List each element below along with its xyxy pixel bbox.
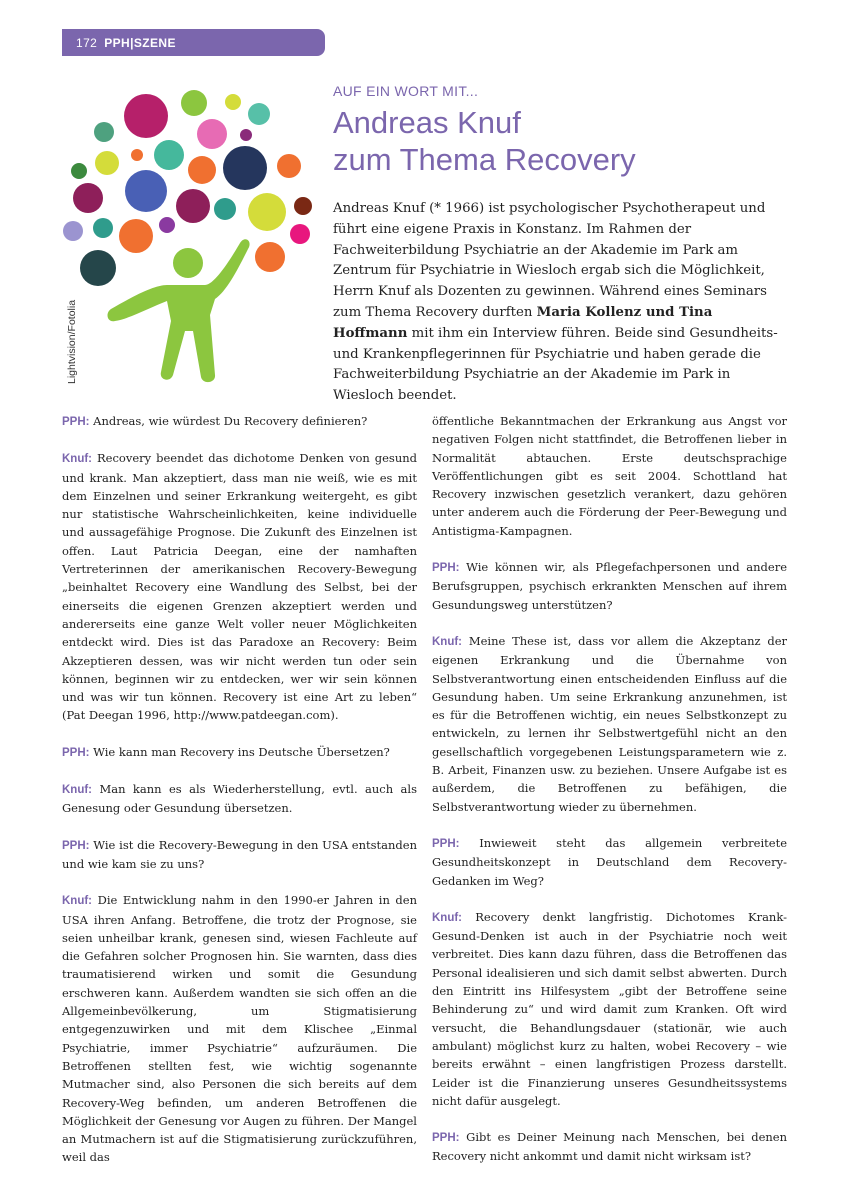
bubble bbox=[277, 154, 301, 178]
speaker-label: Knuf: bbox=[432, 635, 463, 648]
bubble bbox=[223, 146, 267, 190]
intro-authors: Maria Kollenz und Tina Hoffmann bbox=[333, 304, 713, 341]
bubble bbox=[294, 197, 312, 215]
section-label: PPH|SZENE bbox=[104, 35, 176, 50]
bubble bbox=[80, 250, 116, 286]
question-paragraph bbox=[62, 836, 417, 874]
bubble bbox=[214, 198, 236, 220]
speaker-label: PPH: bbox=[432, 562, 460, 575]
bubble bbox=[255, 242, 285, 272]
paragraph-text: Meine These ist, dass vor allem die Akzeptanz der eigenen Erkrankung und die Übernahme von Selbstverantwortung einen entscheidenden Einfluss auf die Gesundung haben. Um seine Erkrankung anzunehmen, ist es für die Betroffenen wichtig, ein neues Selbstkonzept zu entwickeln, zu lernen ihr Selbstwertgefühl nicht an den gesellschaftlich vorgegebenen Leistungsparametern wie z. B. Arbeit, Finanzen usw. zu beziehen. Unsere Aufgabe ist es außerdem, die Betroffenen zu befähigen, die Selbstverantwortung wieder zu übernehmen. bbox=[432, 633, 787, 814]
speaker-label: PPH: bbox=[432, 1132, 460, 1145]
speaker-label: PPH: bbox=[62, 746, 90, 759]
speaker-label: PPH: bbox=[62, 416, 90, 428]
question-paragraph bbox=[432, 1128, 787, 1166]
answer-paragraph bbox=[62, 891, 417, 1166]
speaker-label: Knuf: bbox=[62, 453, 93, 466]
bubble bbox=[95, 151, 119, 175]
speaker-label: Knuf: bbox=[62, 895, 93, 908]
bubble bbox=[290, 224, 310, 244]
header-bar bbox=[62, 29, 325, 56]
intro-text-b: mit ihm ein Interview führen. Beide sind Gesundheits- und Krankenpflegerinnen für Psychiatrie und haben gerade die Fachweiterbildung Psychiatrie an der Akademie im Park in Wiesloch beendet. bbox=[333, 325, 778, 404]
bubble bbox=[154, 140, 184, 170]
article-title bbox=[333, 104, 636, 178]
answer-paragraph bbox=[62, 449, 417, 724]
answer-paragraph bbox=[62, 780, 417, 818]
paragraph-text: Gibt es Deiner Meinung nach Menschen, bei denen Recovery nicht ankommt und damit nicht wirksam ist? bbox=[432, 1130, 787, 1164]
person-figure bbox=[108, 239, 250, 382]
bubble bbox=[71, 163, 87, 179]
speaker-label: PPH: bbox=[432, 837, 460, 850]
paragraph-text: Wie kann man Recovery ins Deutsche Übersetzen? bbox=[93, 744, 390, 759]
bubble bbox=[159, 217, 175, 233]
bubble bbox=[125, 170, 167, 212]
bubble bbox=[176, 189, 210, 223]
speaker-label: Knuf: bbox=[62, 784, 93, 797]
continued-paragraph bbox=[432, 412, 787, 540]
left-column bbox=[62, 412, 417, 1185]
paragraph-text: Andreas, wie würdest Du Recovery definieren? bbox=[93, 414, 368, 428]
title-line-2: zum Thema Recovery bbox=[333, 142, 636, 177]
bubble bbox=[119, 219, 153, 253]
question-paragraph bbox=[62, 412, 417, 431]
paragraph-text: Wie können wir, als Pflegefachpersonen und andere Berufsgruppen, psychisch erkrankten Menschen auf ihrem Gesundungsweg unterstützen? bbox=[432, 560, 788, 612]
right-column bbox=[432, 412, 787, 1184]
title-line-1: Andreas Knuf bbox=[333, 105, 521, 140]
bubble bbox=[73, 183, 103, 213]
intro-text-a: Andreas Knuf (* 1966) ist psychologischer Psychotherapeut und führt eine eigene Praxis in Konstanz. Im Rahmen der Fachweiterbildung Psychiatrie an der Akademie im Park am Zentrum für Psychiatrie in Wiesloch ergab sich die Möglichkeit, Herrn Knuf als Dozenten zu gewinnen. Während eines Seminars zum Thema Recovery durften bbox=[333, 201, 767, 320]
bubble bbox=[63, 221, 83, 241]
bubble bbox=[197, 119, 227, 149]
speaker-label: PPH: bbox=[62, 839, 90, 852]
article-kicker: AUF EIN WORT MIT... bbox=[333, 83, 479, 99]
paragraph-text: Recovery denkt langfristig. Dichotomes Krank-Gesund-Denken ist auch in der Psychiatrie noch weit verbreitet. Dies kann dazu führen, dass die Betroffenen das Personal idealisieren und sich damit selbst abwerten. Durch den Eintritt ins Hilfesystem „gibt der Betroffene seine Behinderung zu“ und wird damit zum Kranken. Oft wird versucht, die Behandlungsdauer (stationär, wie auch ambulant) möglichst kurz zu halten, wobei Recovery – wie bereits erwähnt – einen langfristigen Prozess darstellt. Leider ist die Finanzierung unseres Gesundheitssystems nicht dafür ausgelegt. bbox=[432, 909, 787, 1108]
paragraph-text: Inwieweit steht das allgemein verbreitete Gesundheitskonzept in Deutschland dem Recovery-Gedanken im Weg? bbox=[432, 835, 787, 888]
paragraph-text: öffentliche Bekanntmachen der Erkrankung aus Angst vor negativen Folgen nicht stattfindet, die Betroffenen lieber in Normalität abtauchen. Erste deutschsprachige Veröffentlichungen gibt es seit 2004. Schottland hat Recovery inzwischen gesetzlich verankert, dazu gehören unter anderem auch die Förderung der Peer-Bewegung und Antistigma-Kampagnen. bbox=[432, 414, 787, 538]
bubble bbox=[94, 122, 114, 142]
question-paragraph bbox=[432, 834, 787, 890]
bubble bbox=[131, 149, 143, 161]
answer-paragraph bbox=[432, 908, 787, 1110]
intro-paragraph bbox=[333, 199, 788, 407]
question-paragraph bbox=[62, 743, 417, 762]
bubble bbox=[240, 129, 252, 141]
bubble bbox=[188, 156, 216, 184]
paragraph-text: Recovery beendet das dichotome Denken von gesund und krank. Man akzeptiert, dass man nie weiß, wie es mit dem Einzelnen und seiner Erkrankung weitergeht, es gibt nur statistische Wahrscheinlichkeiten, keine individuelle und aussagefähige Prognose. Die Zukunft des Einzelnen ist offen. Laut Patricia Deegan, eine der namhaften Vertreterinnen der amerikanischen Recovery-Bewegung „beinhaltet Recovery eine Wandlung des Selbst, bei der einerseits die eigenen Grenzen akzeptiert werden und andererseits eine ganze Welt voller neuer Möglichkeiten entdeckt wird. Dies ist das Paradoxe an Recovery: Beim Akzeptieren dessen, was wir nicht werden tun oder sein können, beginnen wir zu entdecken, wer wir sein können und was wir tun können. Recovery ist eine Art zu leben“ (Pat Deegan 1996, http://www.patdeegan.com). bbox=[62, 451, 417, 723]
bubble bbox=[248, 193, 286, 231]
paragraph-text: Man kann es als Wiederherstellung, evtl. auch als Genesung oder Gesundung übersetzen. bbox=[62, 782, 417, 816]
speaker-label: Knuf: bbox=[432, 911, 463, 924]
image-credit: Lightvision/Fotolia bbox=[66, 299, 78, 384]
answer-paragraph bbox=[432, 632, 787, 816]
bubble bbox=[124, 94, 168, 138]
bubble bbox=[93, 218, 113, 238]
question-paragraph bbox=[432, 558, 787, 614]
bubble bbox=[181, 90, 207, 116]
bubble bbox=[248, 103, 270, 125]
paragraph-text: Die Entwicklung nahm in den 1990-er Jahren in den USA ihren Anfang. Betroffene, die trotz der Prognose, sie seien unheilbar krank, genesen sind, wiesen Fachleute auf die Gefahren solcher Prognosen hin. Sie warnten, dass dies traumatisierend wirken und somit die Gesundung erschweren kann. Außerdem wandten sie sich offen an die Allgemeinbevölkerung, um Stigmatisierung entgegenzuwirken und mit dem Klischee „Einmal Psychiatrie, immer Psychiatrie“ aufzuräumen. Die Betroffenen stellten fest, wie wichtig sogenannte Mutmacher sind, also Personen die sich bereits auf dem Recovery-Weg befinden, um anderen Betroffenen die Möglichkeit der Genesung vor Augen zu führen. Der Mangel an Mutmachern ist auf die Stigmatisierung zurückzuführen, weil das bbox=[62, 893, 417, 1165]
page-number: 172 bbox=[76, 35, 98, 50]
paragraph-text: Wie ist die Recovery-Bewegung in den USA entstanden und wie kam sie zu uns? bbox=[62, 837, 418, 871]
bubble bbox=[225, 94, 241, 110]
recovery-tree-illustration bbox=[55, 85, 325, 385]
